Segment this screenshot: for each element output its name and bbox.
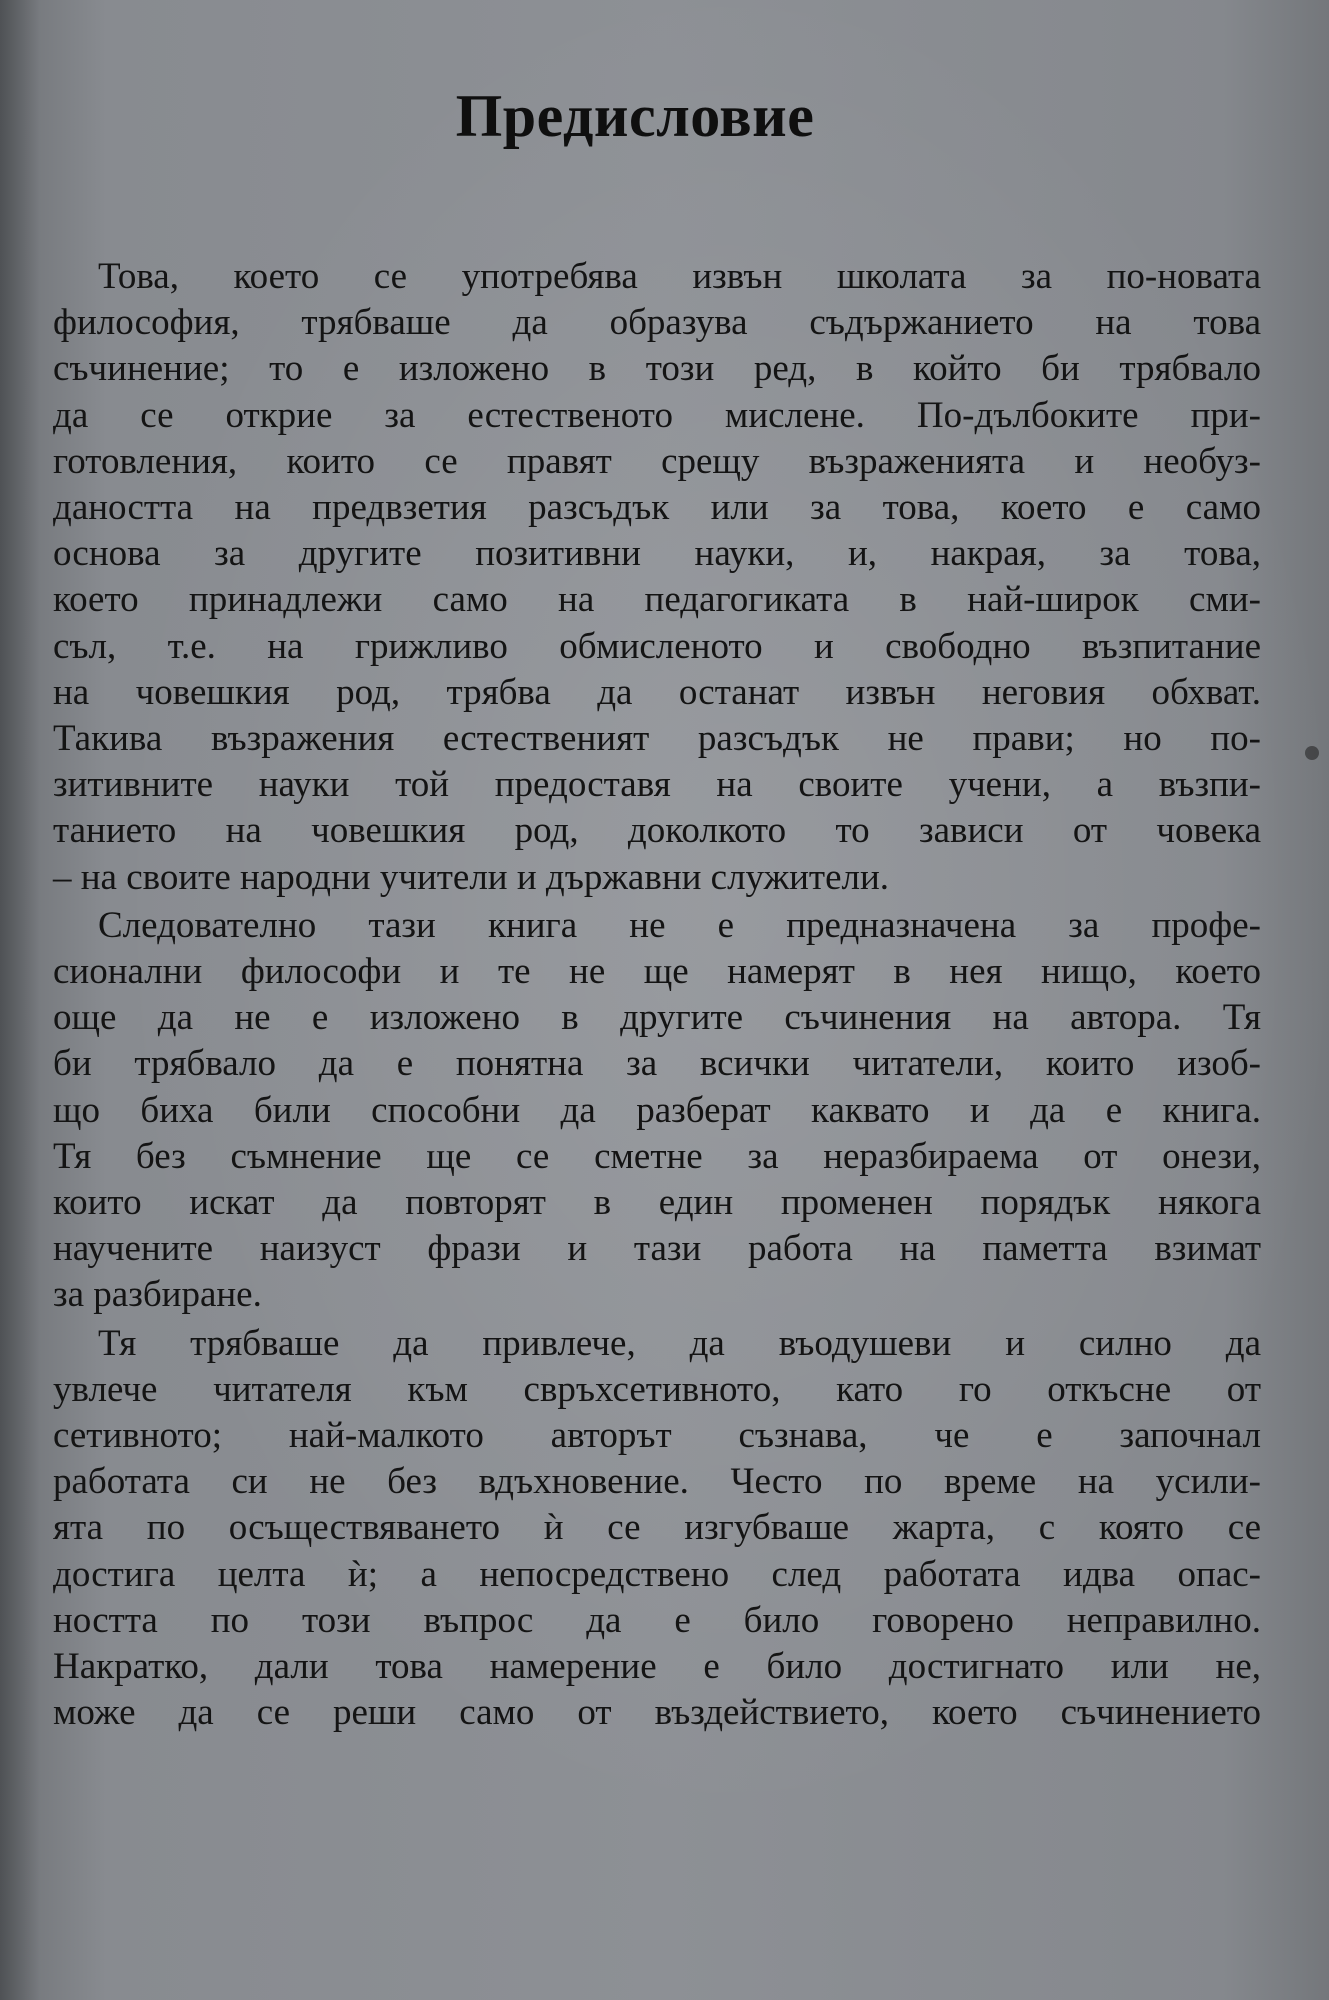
text-line: Това, което се употребява извън школата за по-новата (98, 256, 1261, 297)
text-line: увлече читателя към свръхсетивното, като го откъсне от (53, 1368, 1261, 1410)
text-line: ността по този въпрос да е било говорено неправилно. (53, 1599, 1261, 1641)
text-line: още да не е изложено в другите съчинения на автора. Тя (53, 997, 1261, 1039)
text-line: сионални философи и те не ще намерят в нея нищо, което (53, 951, 1261, 993)
text-line: философия, трябваше да образува съдържанието на това (53, 302, 1261, 344)
text-line: танието на човешкия род, доколкото то зависи от човека (53, 810, 1261, 852)
text-line: сетивното; най-малкото авторът съзнава, че е започнал (53, 1415, 1261, 1457)
paragraph-3 (53, 1321, 1261, 1737)
text-line: зитивните науки той предоставя на своите учени, а възпи- (53, 764, 1261, 806)
page-edge-shadow (0, 0, 40, 2000)
text-line: готовления, които се правят срещу възраженията и необуз- (53, 440, 1261, 482)
text-line: на човешкия род, трябва да останат извън неговия обхват. (53, 671, 1261, 713)
paper-speck (1305, 746, 1319, 760)
text-line: което принадлежи само на педагогиката в най-широк сми- (53, 579, 1261, 621)
text-line: Тя без съмнение ще се сметне за неразбираема от онези, (53, 1135, 1261, 1177)
text-line: Тя трябваше да привлече, да въодушеви и силно да (98, 1322, 1261, 1364)
page-title: Предисловие (455, 83, 815, 149)
text-line: за разбиране. (53, 1274, 262, 1316)
text-line: Следователно тази книга не е предназначена за профе- (98, 904, 1261, 946)
text-line: ята по осъществяването ѝ се изгубваше жарта, с която се (53, 1507, 1261, 1549)
text-line: Такива възражения естественият разсъдък не прави; но по- (53, 718, 1261, 760)
text-line: Накратко, дали това намерение е било достигнато или не, (53, 1646, 1261, 1688)
text-line: – на своите народни учители и държавни служители. (53, 856, 890, 898)
text-line: работата си не без вдъхновение. Често по време на усили- (53, 1461, 1261, 1503)
text-line: които искат да повторят в един променен порядък някога (53, 1182, 1261, 1224)
text-line: би трябвало да е понятна за всички читатели, които изоб- (53, 1043, 1261, 1085)
body-text (53, 254, 1261, 1737)
paragraph-2 (53, 903, 1261, 1319)
text-line: що биха били способни да разберат каквато и да е книга. (53, 1089, 1261, 1131)
text-line: може да се реши само от въздействието, което съчинението (53, 1692, 1261, 1734)
text-line: съл, т.е. на грижливо обмисленото и свободно възпитание (53, 625, 1261, 667)
text-line: достига целта ѝ; а непосредствено след работата идва опас- (53, 1553, 1261, 1595)
paragraph-1 (53, 254, 1261, 901)
text-line: даността на предвзетия разсъдък или за това, което е само (53, 487, 1261, 529)
text-line: да се открие за естественото мислене. По-дълбоките при- (53, 394, 1261, 436)
text-line: основа за другите позитивни науки, и, накрая, за това, (53, 533, 1261, 575)
text-line: научените наизуст фрази и тази работа на паметта взимат (53, 1228, 1261, 1270)
text-line: съчинение; то е изложено в този ред, в който би трябвало (53, 348, 1261, 390)
